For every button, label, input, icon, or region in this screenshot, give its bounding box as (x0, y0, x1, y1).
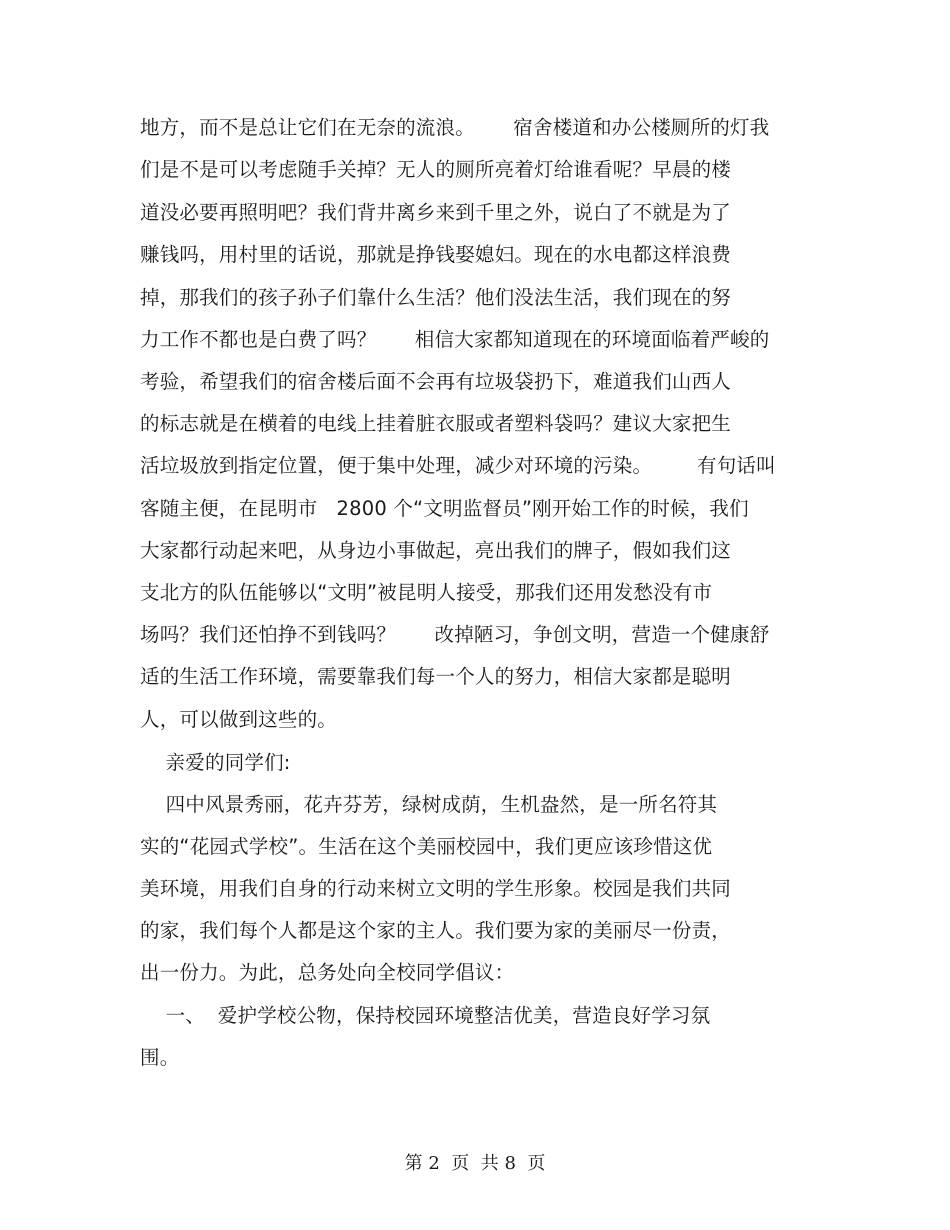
body-line: 美环境，用我们自身的行动来树立文明的学生形象。校园是我们共同 (140, 877, 732, 900)
body-line: 力工作不都也是白费了吗？ 相信大家都知道现在的环境面临着严峻的 (140, 328, 770, 351)
body-line: 活垃圾放到指定位置，便于集中处理，减少对环境的污染。 有句话叫 (140, 454, 776, 477)
body-line: 实的“花园式学校”。生活在这个美丽校园中，我们更应该珍惜这优 (140, 835, 713, 858)
body-line: 道没必要再照明吧？我们背井离乡来到千里之外，说白了不就是为了 (140, 201, 732, 224)
body-line: 赚钱吗，用村里的话说，那就是挣钱娶媳妇。现在的水电都这样浪费 (140, 243, 732, 266)
body-line: 支北方的队伍能够以“文明”被昆明人接受，那我们还用发愁没有市 (140, 581, 713, 604)
body-line: 地方，而不是总让它们在无奈的流浪。 宿舍楼道和办公楼厕所的灯我 (140, 116, 770, 139)
salutation: 亲爱的同学们: (140, 751, 291, 774)
body-line: 考验，希望我们的宿舍楼后面不会再有垃圾袋扔下，难道我们山西人 (140, 370, 732, 393)
body-line: 大家都行动起来吧，从身边小事做起，亮出我们的牌子，假如我们这 (140, 539, 732, 562)
body-line: 掉，那我们的孩子孙子们靠什么生活？他们没法生活，我们现在的努 (140, 286, 732, 309)
page-number-footer: 第 2 页 共 8 页 (404, 1153, 546, 1174)
body-line: 的标志就是在横着的电线上挂着脏衣服或者塑料袋吗？建议大家把生 (140, 412, 732, 435)
body-line: 适的生活工作环境，需要靠我们每一个人的努力，相信大家都是聪明 (140, 665, 732, 688)
body-line: 们是不是可以考虑随手关掉？无人的厕所亮着灯给谁看呢？早晨的楼 (140, 158, 732, 181)
body-line: 的家，我们每个人都是这个家的主人。我们要为家的美丽尽一份责， (140, 919, 732, 942)
body-line: 出一份力。为此，总务处向全校同学倡议： (140, 961, 515, 984)
body-line: 场吗？我们还怕挣不到钱吗？ 改掉陋习，争创文明，营造一个健康舒 (140, 623, 770, 646)
body-line: 人，可以做到这些的。 (140, 708, 338, 731)
body-line: 四中风景秀丽，花卉芬芳，绿树成荫，生机盎然，是一所名符其 (140, 793, 718, 816)
body-line: 围。 (140, 1046, 180, 1069)
body-line: 客随主便，在昆明市 2800 个“文明监督员”刚开始工作的时候，我们 (140, 497, 749, 520)
list-item-1: 一、 爱护学校公物，保持校园环境整洁优美，营造良好学习氛 (140, 1004, 711, 1027)
